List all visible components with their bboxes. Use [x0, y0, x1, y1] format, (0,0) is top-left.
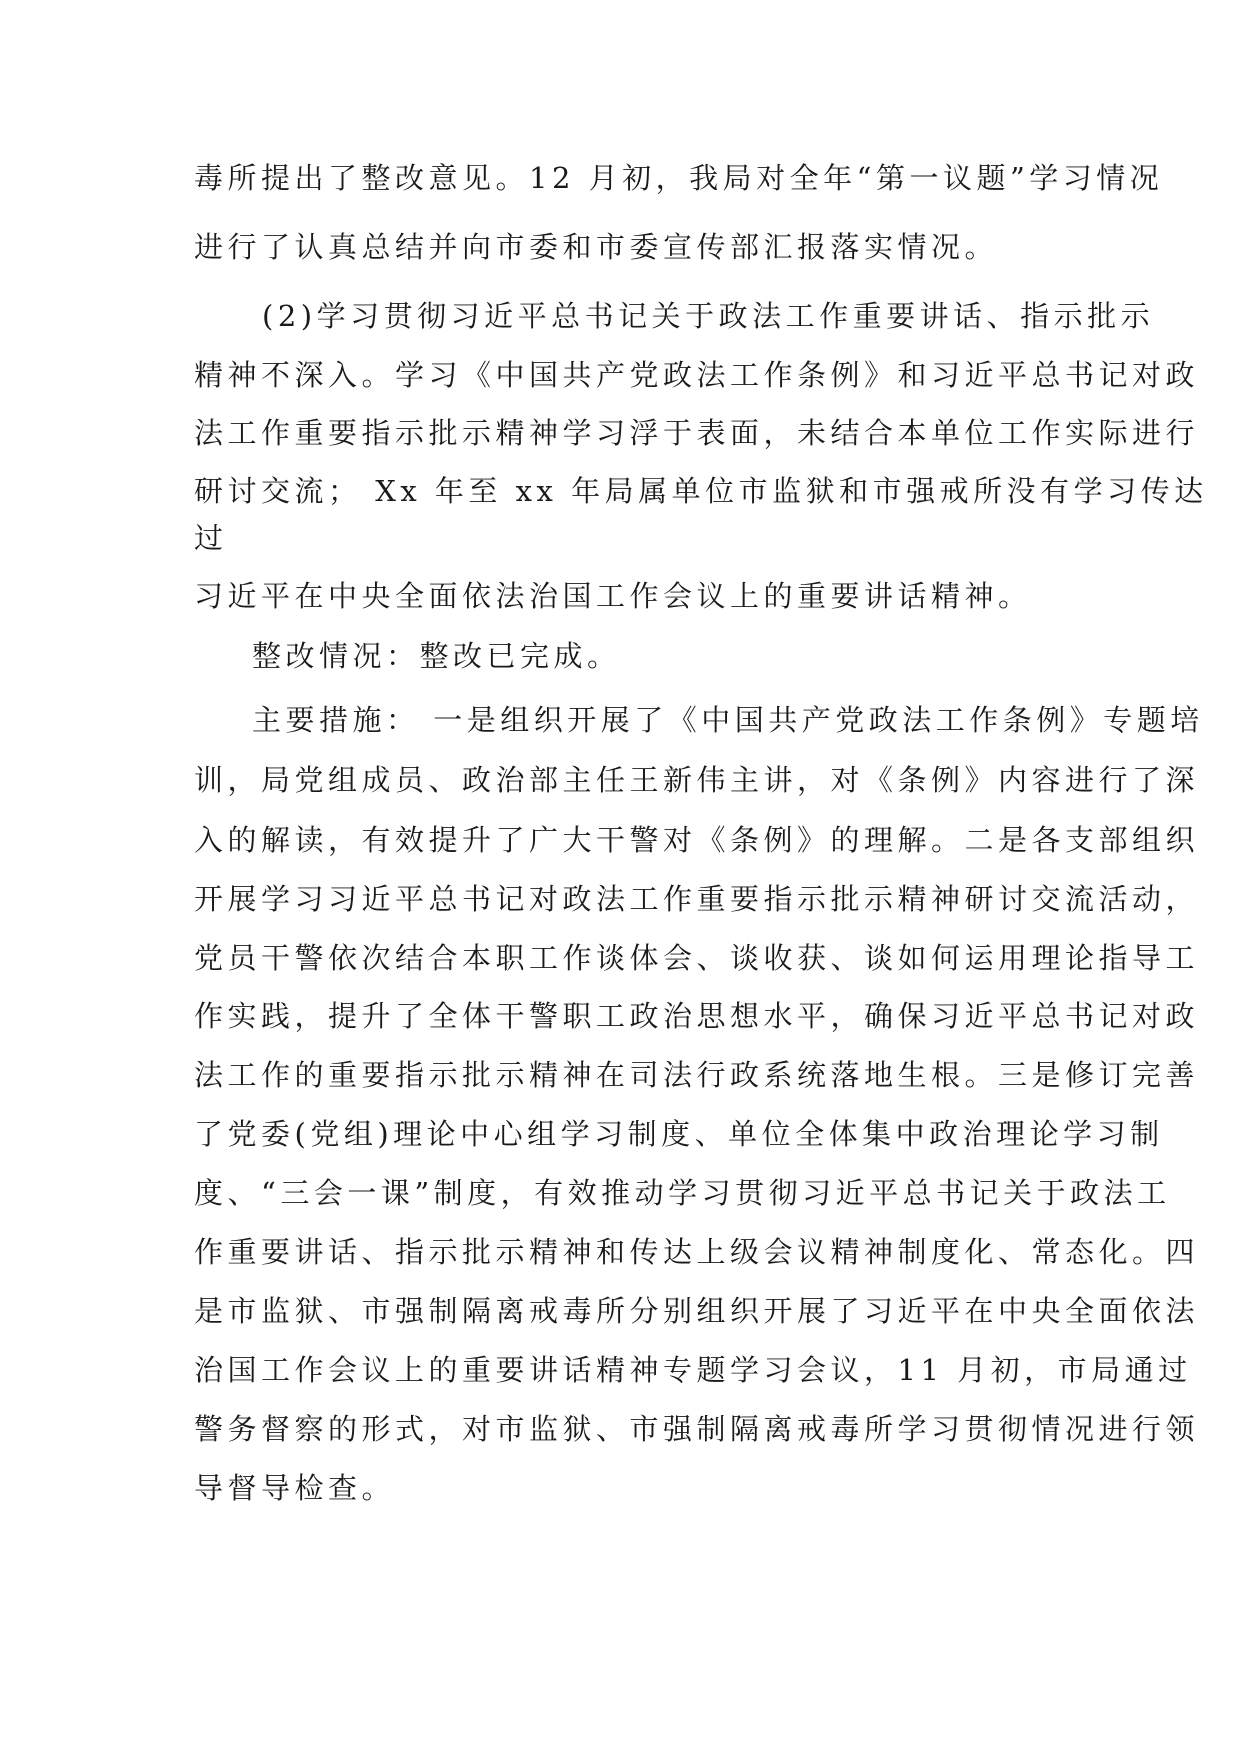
text-line-14: 党员干警依次结合本职工作谈体会、谈收获、谈如何运用理论指导工 [194, 941, 1200, 975]
text-line-9: 整改情况：整改已完成。 [252, 639, 621, 673]
text-line-16: 法工作的重要指示批示精神在司法行政系统落地生根。三是修订完善 [194, 1058, 1200, 1092]
text-line-17: 了党委(党组)理论中心组学习制度、单位全体集中政治理论学习制 [194, 1117, 1164, 1151]
text-line-4: 精神不深入。学习《中国共产党政法工作条例》和习近平总书记对政 [194, 358, 1200, 392]
text-line-23: 导督导检查。 [194, 1471, 396, 1505]
text-line-7: 过 [194, 521, 228, 555]
text-line-5: 法工作重要指示批示精神学习浮于表面，未结合本单位工作实际进行 [194, 416, 1200, 450]
text-line-11: 训，局党组成员、政治部主任王新伟主讲，对《条例》内容进行了深 [194, 763, 1200, 797]
text-line-22: 警务督察的形式，对市监狱、市强制隔离戒毒所学习贯彻情况进行领 [194, 1412, 1200, 1446]
text-line-15: 作实践，提升了全体干警职工政治思想水平，确保习近平总书记对政 [194, 999, 1200, 1033]
text-line-19: 作重要讲话、指示批示精神和传达上级会议精神制度化、常态化。四 [194, 1235, 1200, 1269]
text-line-3: (2)学习贯彻习近平总书记关于政法工作重要讲话、指示批示 [262, 299, 1155, 333]
text-line-6: 研讨交流； Xx 年至 xx 年局属单位市监狱和市强戒所没有学习传达 [194, 474, 1208, 508]
text-line-1: 毒所提出了整改意见。12 月初，我局对全年“第一议题”学习情况 [194, 161, 1164, 195]
text-line-2: 进行了认真总结并向市委和市委宣传部汇报落实情况。 [194, 230, 999, 264]
text-line-21: 治国工作会议上的重要讲话精神专题学习会议，11 月初，市局通过 [194, 1353, 1192, 1387]
text-line-8: 习近平在中央全面依法治国工作会议上的重要讲话精神。 [194, 579, 1032, 613]
text-line-13: 开展学习习近平总书记对政法工作重要指示批示精神研讨交流活动， [194, 882, 1200, 916]
text-line-12: 入的解读，有效提升了广大干警对《条例》的理解。二是各支部组织 [194, 823, 1200, 857]
text-line-20: 是市监狱、市强制隔离戒毒所分别组织开展了习近平在中央全面依法 [194, 1294, 1200, 1328]
text-line-10: 主要措施： 一是组织开展了《中国共产党政法工作条例》专题培 [252, 703, 1204, 737]
text-line-18: 度、“三会一课”制度，有效推动学习贯彻习近平总书记关于政法工 [194, 1176, 1171, 1210]
